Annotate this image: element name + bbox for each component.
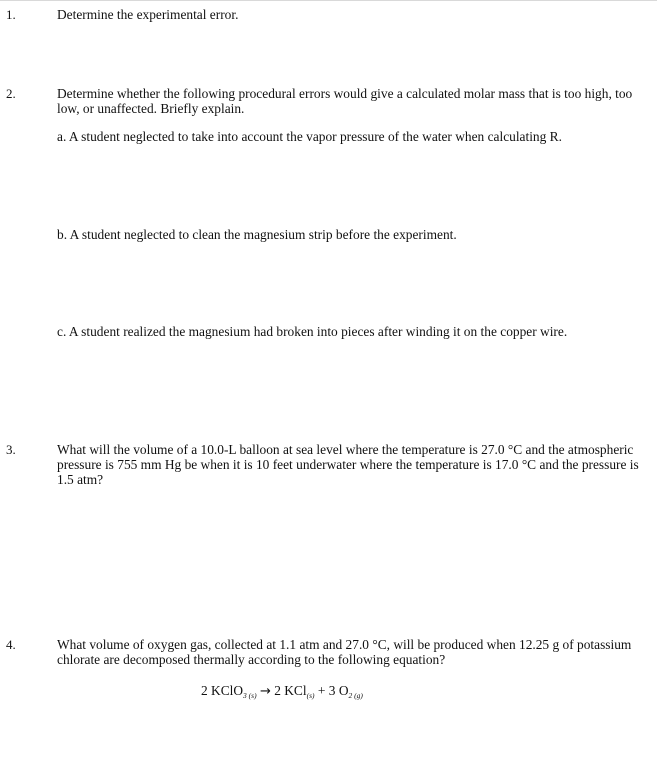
question-4-text: What volume of oxygen gas, collected at 1.1 atm and 27.0 °C, will be produced when 12.25 g of potassium chlorate are decomposed thermally according to the following equation? [57,637,632,667]
chemical-equation [201,683,363,703]
equation-plus: + [317,683,326,698]
equation-reactant-subscript: 3 (s) [243,691,257,700]
question-2-part-a: a. A student neglected to take into account the vapor pressure of the water when calculating R. [57,129,562,144]
question-2-number: 2. [6,86,16,101]
question-1-number: 1. [6,7,16,22]
equation-product-1: 2 KCl [274,683,307,698]
question-2-part-b: b. A student neglected to clean the magnesium strip before the experiment. [57,227,457,242]
equation-reactant: 2 KClO [201,683,244,698]
equation-product-1-subscript: (s) [306,691,315,700]
question-3-text: What will the volume of a 10.0-L balloon at sea level where the temperature is 27.0 °C and the atmospheric pressure is 755 mm Hg be when it is 10 feet underwater where the temperature is 17.0 °C and the pressure is 1.5 atm? [57,442,639,487]
equation-product-2: 3 O [328,683,349,698]
question-2-text: Determine whether the following procedural errors would give a calculated molar mass that is too high, too low, or unaffected. Briefly explain. [57,86,633,116]
equation-product-2-subscript: 2 (g) [348,691,363,700]
question-4-number: 4. [6,637,16,652]
question-1-text: Determine the experimental error. [57,7,239,22]
top-divider [0,0,657,1]
question-3-number: 3. [6,442,16,457]
reaction-arrow-icon: → [259,684,271,699]
question-2-part-c: c. A student realized the magnesium had broken into pieces after winding it on the copper wire. [57,324,568,339]
